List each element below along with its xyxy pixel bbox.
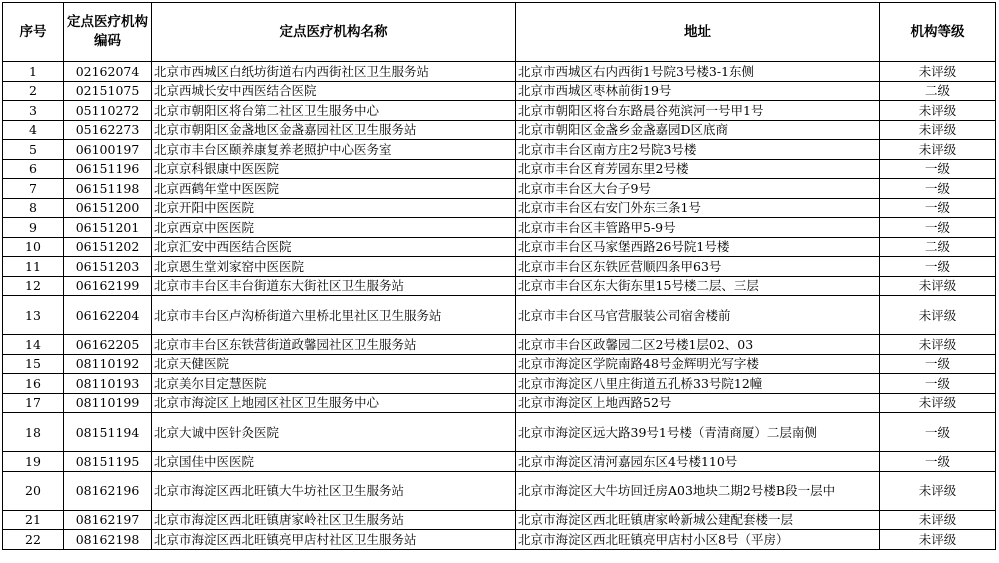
row-level: 未评级 (880, 276, 996, 296)
row-code: 06151200 (64, 198, 152, 218)
row-index: 3 (3, 101, 64, 121)
row-address: 北京市丰台区政馨园二区2号楼1层02、03 (516, 335, 880, 355)
header-code: 定点医疗机构编码 (64, 3, 152, 62)
row-code: 08110192 (64, 354, 152, 374)
row-index: 20 (3, 471, 64, 510)
row-address: 北京市海淀区清河嘉园东区4号楼110号 (516, 452, 880, 472)
row-name: 北京市海淀区上地园区社区卫生服务中心 (152, 393, 516, 413)
row-level: 一级 (880, 452, 996, 472)
row-level: 一级 (880, 218, 996, 238)
row-level: 未评级 (880, 120, 996, 140)
row-level: 未评级 (880, 335, 996, 355)
row-code: 02162074 (64, 62, 152, 82)
row-code: 06162205 (64, 335, 152, 355)
row-index: 17 (3, 393, 64, 413)
row-index: 18 (3, 413, 64, 452)
row-code: 05110272 (64, 101, 152, 121)
row-address: 北京市丰台区南方庄2号院3号楼 (516, 140, 880, 160)
header-index: 序号 (3, 3, 64, 62)
row-name: 北京京科银康中医医院 (152, 159, 516, 179)
table-row (3, 276, 996, 296)
row-name: 北京市西城区白纸坊街道右内西街社区卫生服务站 (152, 62, 516, 82)
row-name: 北京汇安中西医结合医院 (152, 237, 516, 257)
header-address: 地址 (516, 3, 880, 62)
row-address: 北京市海淀区西北旺镇唐家岭新城公建配套楼一层 (516, 510, 880, 530)
row-address: 北京市海淀区八里庄街道五孔桥33号院12幢 (516, 374, 880, 394)
table-row (3, 471, 996, 510)
row-index: 5 (3, 140, 64, 160)
row-code: 06151202 (64, 237, 152, 257)
row-index: 21 (3, 510, 64, 530)
row-name: 北京市丰台区丰台街道东大街社区卫生服务站 (152, 276, 516, 296)
row-name: 北京市海淀区西北旺镇亮甲店村社区卫生服务站 (152, 530, 516, 550)
row-address: 北京市海淀区大牛坊回迁房A03地块二期2号楼B段一层中 (516, 471, 880, 510)
table-row (3, 179, 996, 199)
table-row (3, 413, 996, 452)
row-name: 北京开阳中医医院 (152, 198, 516, 218)
row-code: 08151194 (64, 413, 152, 452)
row-index: 15 (3, 354, 64, 374)
row-index: 9 (3, 218, 64, 238)
row-name: 北京市海淀区西北旺镇唐家岭社区卫生服务站 (152, 510, 516, 530)
row-index: 11 (3, 257, 64, 277)
table-row (3, 296, 996, 335)
row-code: 06162204 (64, 296, 152, 335)
row-code: 02151075 (64, 81, 152, 101)
institution-table (2, 2, 996, 550)
row-address: 北京市丰台区马官营服装公司宿舍楼前 (516, 296, 880, 335)
row-code: 08162197 (64, 510, 152, 530)
table-row (3, 335, 996, 355)
table-body (3, 62, 996, 550)
row-address: 北京市丰台区东铁匠营顺四条甲63号 (516, 257, 880, 277)
row-level: 二级 (880, 81, 996, 101)
table-row (3, 510, 996, 530)
table-row (3, 452, 996, 472)
row-name: 北京市朝阳区将台第二社区卫生服务中心 (152, 101, 516, 121)
row-address: 北京市西城区右内西街1号院3号楼3-1东侧 (516, 62, 880, 82)
row-code: 06151203 (64, 257, 152, 277)
row-index: 7 (3, 179, 64, 199)
row-code: 06100197 (64, 140, 152, 160)
table-row (3, 237, 996, 257)
table-row (3, 101, 996, 121)
header-name: 定点医疗机构名称 (152, 3, 516, 62)
row-index: 10 (3, 237, 64, 257)
row-level: 未评级 (880, 101, 996, 121)
row-level: 未评级 (880, 62, 996, 82)
row-level: 一级 (880, 159, 996, 179)
row-index: 1 (3, 62, 64, 82)
row-level: 未评级 (880, 471, 996, 510)
table-row (3, 354, 996, 374)
row-name: 北京西城长安中西医结合医院 (152, 81, 516, 101)
row-level: 未评级 (880, 530, 996, 550)
table-row (3, 140, 996, 160)
row-index: 14 (3, 335, 64, 355)
table-row (3, 81, 996, 101)
row-address: 北京市丰台区丰管路甲5-9号 (516, 218, 880, 238)
row-code: 06151198 (64, 179, 152, 199)
row-level: 未评级 (880, 140, 996, 160)
row-index: 4 (3, 120, 64, 140)
row-code: 06162199 (64, 276, 152, 296)
row-name: 北京市丰台区卢沟桥街道六里桥北里社区卫生服务站 (152, 296, 516, 335)
table-row (3, 62, 996, 82)
table-row (3, 159, 996, 179)
row-name: 北京大诚中医针灸医院 (152, 413, 516, 452)
row-level: 未评级 (880, 393, 996, 413)
row-name: 北京天健医院 (152, 354, 516, 374)
row-name: 北京国佳中医医院 (152, 452, 516, 472)
row-name: 北京恩生堂刘家窑中医医院 (152, 257, 516, 277)
row-address: 北京市丰台区育芳园东里2号楼 (516, 159, 880, 179)
row-name: 北京市海淀区西北旺镇大牛坊社区卫生服务站 (152, 471, 516, 510)
row-name: 北京美尔目定慧医院 (152, 374, 516, 394)
row-code: 06151201 (64, 218, 152, 238)
row-name: 北京市朝阳区金盏地区金盏嘉园社区卫生服务站 (152, 120, 516, 140)
row-index: 8 (3, 198, 64, 218)
row-index: 2 (3, 81, 64, 101)
row-address: 北京市海淀区学院南路48号金辉明光写字楼 (516, 354, 880, 374)
row-address: 北京市丰台区大台子9号 (516, 179, 880, 199)
row-index: 16 (3, 374, 64, 394)
row-level: 一级 (880, 179, 996, 199)
row-index: 13 (3, 296, 64, 335)
table-row (3, 198, 996, 218)
row-index: 22 (3, 530, 64, 550)
row-address: 北京市丰台区东大街东里15号楼二层、三层 (516, 276, 880, 296)
row-address: 北京市海淀区西北旺镇亮甲店村小区8号（平房） (516, 530, 880, 550)
table-row (3, 120, 996, 140)
row-name: 北京西鹤年堂中医医院 (152, 179, 516, 199)
row-level: 二级 (880, 237, 996, 257)
row-level: 一级 (880, 374, 996, 394)
row-level: 未评级 (880, 296, 996, 335)
row-code: 05162273 (64, 120, 152, 140)
row-level: 一级 (880, 354, 996, 374)
header-row (3, 3, 996, 62)
row-index: 19 (3, 452, 64, 472)
row-address: 北京市朝阳区金盏乡金盏嘉园D区底商 (516, 120, 880, 140)
row-code: 08151195 (64, 452, 152, 472)
row-code: 08110193 (64, 374, 152, 394)
row-address: 北京市海淀区上地西路52号 (516, 393, 880, 413)
row-address: 北京市丰台区马家堡西路26号院1号楼 (516, 237, 880, 257)
row-index: 12 (3, 276, 64, 296)
table-row (3, 393, 996, 413)
table-row (3, 218, 996, 238)
table-row (3, 530, 996, 550)
row-level: 一级 (880, 413, 996, 452)
row-address: 北京市西城区枣林前街19号 (516, 81, 880, 101)
table-row (3, 257, 996, 277)
row-address: 北京市海淀区远大路39号1号楼（青清商厦）二层南侧 (516, 413, 880, 452)
row-code: 08162196 (64, 471, 152, 510)
table-row (3, 374, 996, 394)
row-name: 北京市丰台区颐养康复养老照护中心医务室 (152, 140, 516, 160)
row-name: 北京市丰台区东铁营街道政馨园社区卫生服务站 (152, 335, 516, 355)
header-level: 机构等级 (880, 3, 996, 62)
row-name: 北京西京中医医院 (152, 218, 516, 238)
row-code: 06151196 (64, 159, 152, 179)
row-address: 北京市朝阳区将台东路晨谷苑滨河一号甲1号 (516, 101, 880, 121)
row-address: 北京市丰台区右安门外东三条1号 (516, 198, 880, 218)
row-level: 未评级 (880, 510, 996, 530)
row-level: 一级 (880, 198, 996, 218)
row-index: 6 (3, 159, 64, 179)
row-level: 一级 (880, 257, 996, 277)
row-code: 08110199 (64, 393, 152, 413)
row-code: 08162198 (64, 530, 152, 550)
